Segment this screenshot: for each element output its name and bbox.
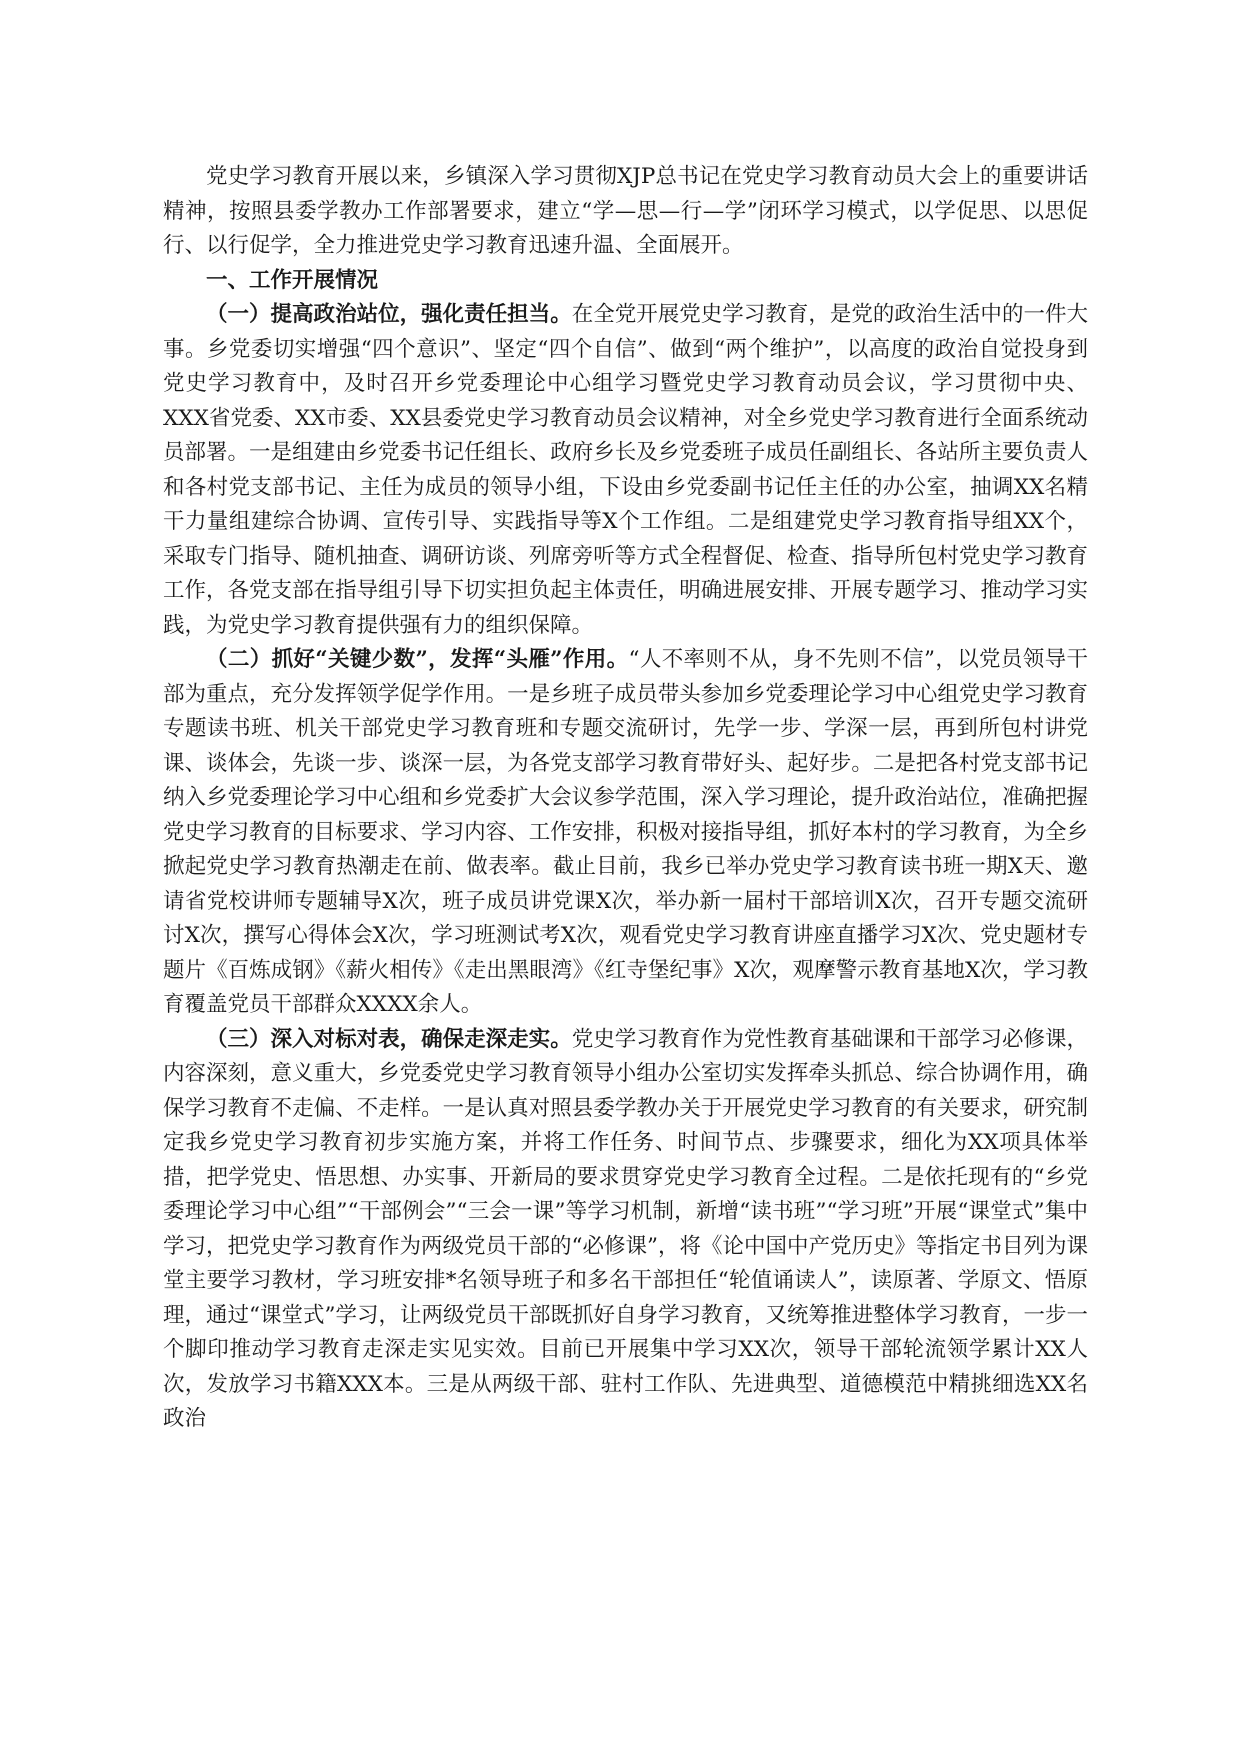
item-body-3: 党史学习教育作为党性教育基础课和干部学习必修课，内容深刻，意义重大，乡党委党史学习教育领导小组办公室切实发挥牵头抓总、综合协调作用，确保学习教育不走偏、不走样。一是认真对照县委学教办关于开展党史学习教育的有关要求，研究制定我乡党史学习教育初步实施方案，并将工作任务、时间节点、步骤要求，细化为XX项具体举措，把学党史、悟思想、办实事、开新局的要求贯穿党史学习教育全过程。二是依托现有的“乡党委理论学习中心组”“干部例会”“三会一课”等学习机制，新增“读书班”“学习班”开展“课堂式”集中学习，把党史学习教育作为两级党员干部的“必修课”，将《论中国中产党历史》等指定书目列为课堂主要学习教材，学习班安排*名领导班子和多名干部担任“轮值诵读人”，读原著、学原文、悟原理，通过“课堂式”学习，让两级党员干部既抓好自身学习教育，又统筹推进整体学习教育，一步一个脚印推动学习教育走深走实见实效。目前已开展集中学习XX次，领导干部轮流领学累计XX人次，发放学习书籍XXX本。三是从两级干部、驻村工作队、先进典型、道德模范中精挑细选XX名政治	[163, 1026, 1088, 1431]
intro-paragraph: 党史学习教育开展以来，乡镇深入学习贯彻XJP总书记在党史学习教育动员大会上的重要讲话精神，按照县委学教办工作部署要求，建立“学—思—行—学”闭环学习模式，以学促思、以思促行、以行促学，全力推进党史学习教育迅速升温、全面展开。	[163, 164, 1088, 258]
item-title-2: （二）抓好“关键少数”，发挥“头雁”作用。	[206, 647, 629, 672]
item-body-2: “人不率则不从，身不先则不信”，以党员领导干部为重点，充分发挥领学促学作用。一是乡班子成员带头参加乡党委理论学习中心组党史学习教育专题读书班、机关干部党史学习教育班和专题交流研讨，先学一步、学深一层，再到所包村讲党课、谈体会，先谈一步、谈深一层，为各党支部学习教育带好头、起好步。二是把各村党支部书记纳入乡党委理论学习中心组和乡党委扩大会议参学范围，深入学习理论，提升政治站位，准确把握党史学习教育的目标要求、学习内容、工作安排，积极对接指导组，抓好本村的学习教育，为全乡掀起党史学习教育热潮走在前、做表率。截止目前，我乡已举办党史学习教育读书班一期X天、邀请省党校讲师专题辅导X次，班子成员讲党课X次，举办新一届村干部培训X次，召开专题交流研讨X次，撰写心得体会X次，学习班测试考X次，观看党史学习教育讲座直播学习X次、党史题材专题片《百炼成钢》《薪火相传》《走出黑眼湾》《红寺堡纪事》X次，观摩警示教育基地X次，学习教育覆盖党员干部群众XXXX余人。	[163, 647, 1088, 1017]
item-paragraph-2	[163, 643, 1088, 1023]
item-title-3: （三）深入对标对表，确保走深走实。	[206, 1026, 572, 1052]
section-heading: 一、工作开展情况	[206, 267, 379, 293]
item-paragraph-3	[163, 1023, 1088, 1437]
item-paragraph-1	[163, 298, 1088, 643]
item-title-1: （一）提高政治站位，强化责任担当。	[206, 302, 572, 327]
item-body-1: 在全党开展党史学习教育，是党的政治生活中的一件大事。乡党委切实增强“四个意识”、坚定“四个自信”、做到“两个维护”，以高度的政治自觉投身到党史学习教育中，及时召开乡党委理论中心组学习暨党史学习教育动员会议，学习贯彻中央、XXX省党委、XX市委、XX县委党史学习教育动员会议精神，对全乡党史学习教育进行全面系统动员部署。一是组建由乡党委书记任组长、政府乡长及乡党委班子成员任副组长、各站所主要负责人和各村党支部书记、主任为成员的领导小组，下设由乡党委副书记任主任的办公室，抽调XX名精干力量组建综合协调、宣传引导、实践指导等X个工作组。二是组建党史学习教育指导组XX个，采取专门指导、随机抽查、调研访谈、列席旁听等方式全程督促、检查、指导所包村党史学习教育工作，各党支部在指导组引导下切实担负起主体责任，明确进展安排、开展专题学习、推动学习实践，为党史学习教育提供强有力的组织保障。	[163, 302, 1088, 638]
document-page	[163, 160, 1088, 1437]
